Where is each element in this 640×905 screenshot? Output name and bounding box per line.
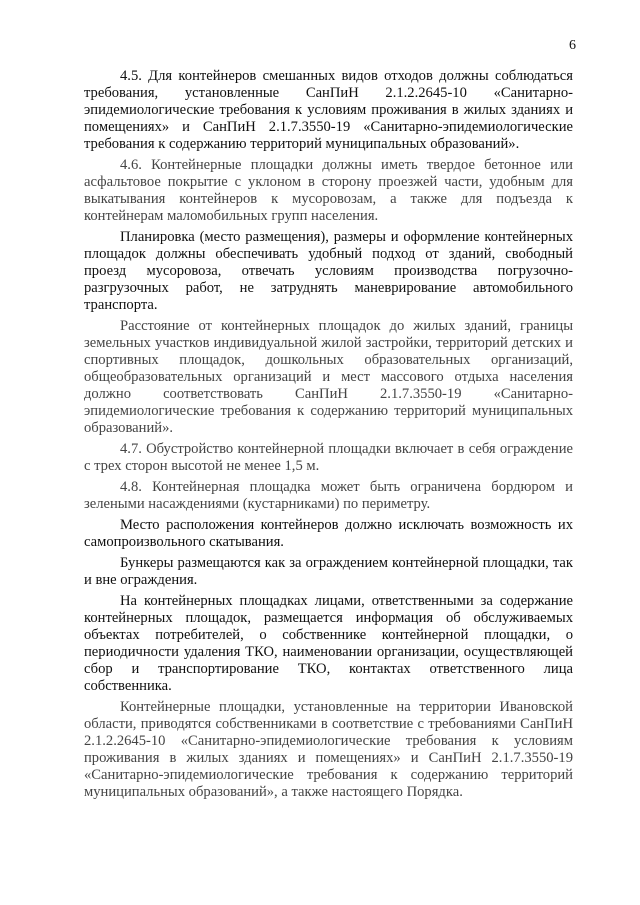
page-number: 6: [569, 38, 576, 53]
paragraph-4-8: 4.8. Контейнерная площадка может быть ограничена бордюром и зелеными насаждениями (кустарниками) по периметру.: [84, 479, 573, 512]
paragraph-distance-requirements: Расстояние от контейнерных площадок до жилых зданий, границы земельных участков индивидуальной жилой застройки, территорий детских и спортивных площадок, дошкольных образовательных организаций, общеобразовательных организаций и мест массового отдыха населения должно соответствовать СанПиН 2.1.7.3550-19 «Санитарно-эпидемиологические требования к содержанию территорий муниципальных образований».: [84, 318, 573, 436]
paragraph-layout-requirements: Планировка (место размещения), размеры и оформление контейнерных площадок должны обеспечивать удобный подход от зданий, свободный проезд мусоровоза, отвечать условиям производства погрузочно-разгрузочных работ, не затруднять маневрирование автомобильного транспорта.: [84, 229, 573, 313]
paragraph-site-information: На контейнерных площадках лицами, ответственными за содержание контейнерных площадок, размещается информация об обслуживаемых объектах потребителей, о собственнике контейнерной площадки, о периодичности удаления ТКО, наименовании организации, осуществляющей сбор и транспортирование ТКО, контактах ответственного лица собственника.: [84, 593, 573, 694]
paragraph-4-5: 4.5. Для контейнеров смешанных видов отходов должны соблюдаться требования, установленные СанПиН 2.1.2.2645-10 «Санитарно-эпидемиологические требования к условиям проживания в жилых зданиях и помещениях» и СанПиН 2.1.7.3550-19 «Санитарно-эпидемиологические требования к содержанию территорий муниципальных образований».: [84, 68, 573, 152]
paragraph-4-6: 4.6. Контейнерные площадки должны иметь твердое бетонное или асфальтовое покрытие с уклоном в сторону проезжей части, удобным для выкатывания контейнеров к мусоровозам, а также для подъезда к контейнерам маломобильных групп населения.: [84, 157, 573, 224]
paragraph-4-7: 4.7. Обустройство контейнерной площадки включает в себя ограждение с трех сторон высотой не менее 1,5 м.: [84, 441, 573, 474]
paragraph-bunkers: Бункеры размещаются как за ограждением контейнерной площадки, так и вне ограждения.: [84, 555, 573, 588]
paragraph-container-placement: Место расположения контейнеров должно исключать возможность их самопроизвольного скатывания.: [84, 517, 573, 550]
document-body: [84, 68, 573, 805]
paragraph-compliance: Контейнерные площадки, установленные на территории Ивановской области, приводятся собственниками в соответствие с требованиями СанПиН 2.1.2.2645-10 «Санитарно-эпидемиологические требования к условиям проживания в жилых зданиях и помещениях» и СанПиН 2.1.7.3550-19 «Санитарно-эпидемиологические требования к содержанию территорий муниципальных образований», а также настоящего Порядка.: [84, 699, 573, 800]
